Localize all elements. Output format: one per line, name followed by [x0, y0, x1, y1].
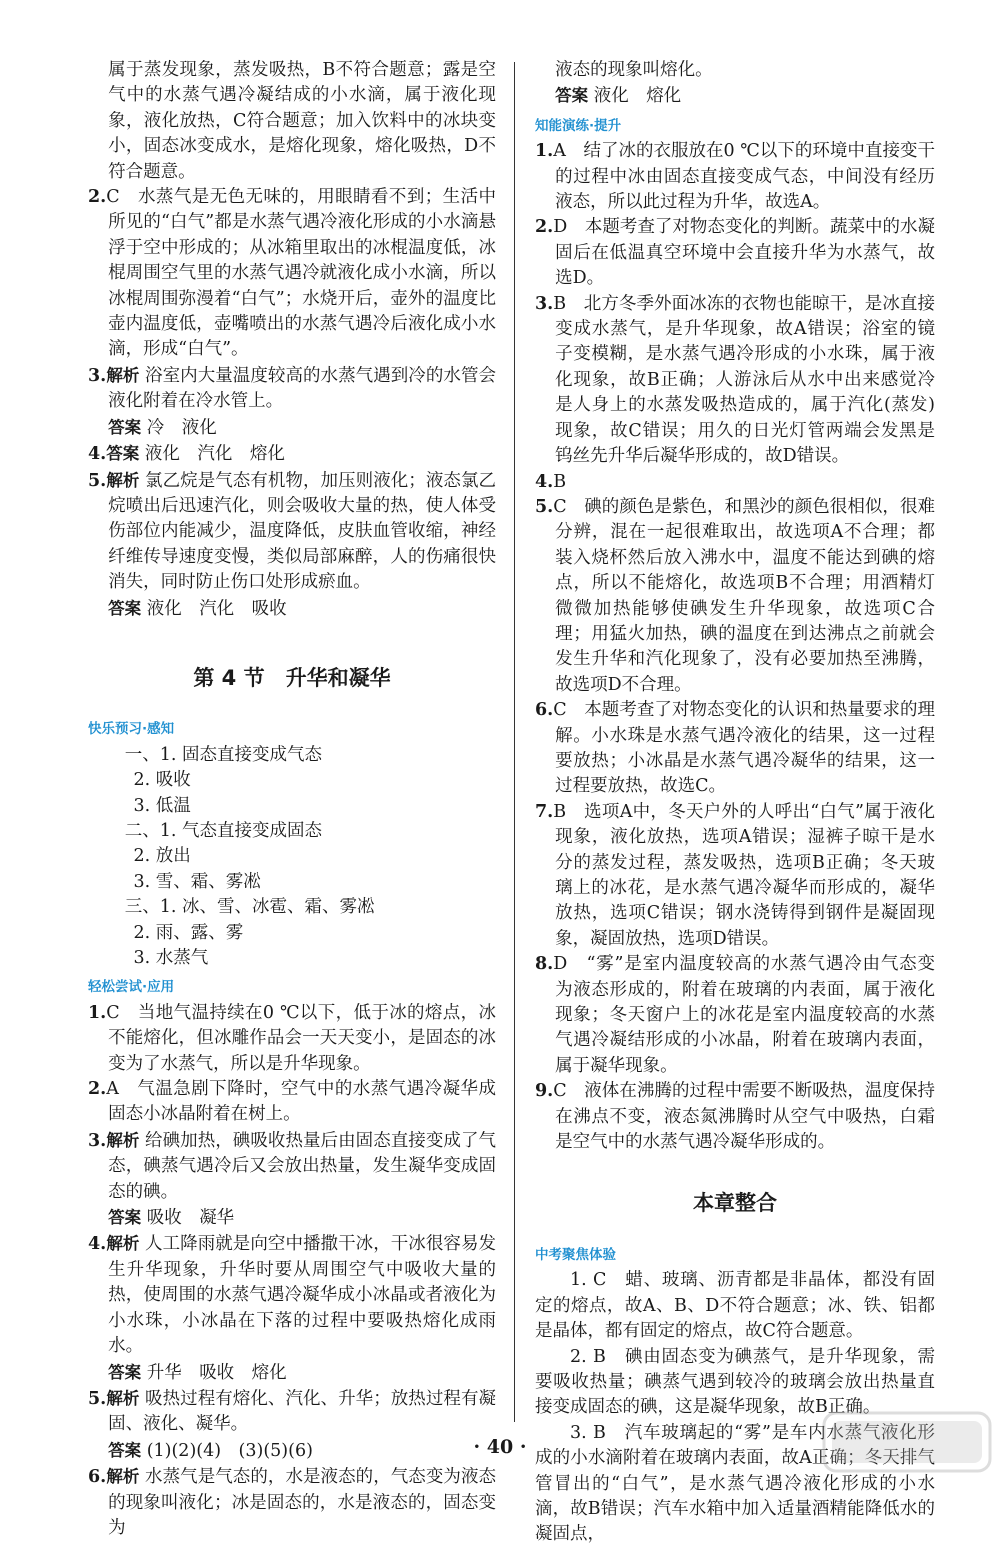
exam-item-3: 3. B 汽车玻璃起的“雾”是车内水蒸气液化形成的小水滴附着在玻璃内表面，故A正确；冬天排气管冒出的“白气”，是水蒸气遇冷液化形成的小水滴，故B错误；汽车水箱中加入适量酒精能降低水的凝固点， — [535, 1422, 935, 1545]
exam-item-2: 2. B 碘由固态变为碘蒸气，是升华现象，需要吸收热量；碘蒸气遇到较冷的玻璃会放出热量直接变成固态的碘，这是凝华现象，故B正确。 — [535, 1346, 935, 1418]
try-item-3: 3.解析 给碘加热，碘吸收热量后由固态直接变成了气态，碘蒸气遇冷后又会放出热量，发生凝华变成固态的碘。 — [88, 1130, 497, 1202]
page-number: · 40 · — [473, 1436, 527, 1458]
section-title: 第 4 节 升华和凝华 — [193, 665, 391, 690]
practice-item-9: 9.C 液体在沸腾的过程中需要不断吸热，温度保持在沸点不变，液态氮沸腾时从空气中吸热，白霜是空气中的水蒸气遇冷凝华形成的。 — [535, 1081, 935, 1153]
answer-line-5: 答案 液化 汽化 吸收 — [108, 598, 287, 619]
try-item-4: 4.解析 人工降雨就是向空中播撒干冰，干冰很容易发生升华现象，升华时要从周围空气中吸收大量的热，使周围的水蒸气遇冷凝华成小冰晶或者液化为小水珠，小冰晶在下落的过程中要吸热熔化成雨水。 — [88, 1234, 497, 1357]
left-column — [88, 58, 496, 1541]
practice-item-4: 4.B — [535, 471, 567, 492]
answer-item-5: 5.解析 氯乙烷是气态有机物，加压则液化；液态氯乙烷喷出后迅速汽化，则会吸收大量的热，使人体受伤部位内能减少，温度降低，皮肤血管收缩，神经纤维传导速度变慢，类似局部麻醉，人的伤痛很快消失，同时防止伤口处形成瘀血。 — [88, 470, 497, 593]
preview-line: 2. 吸收 — [133, 770, 191, 791]
preview-line: 2. 雨、露、雾 — [133, 922, 244, 943]
preview-line: 3. 低温 — [133, 795, 191, 816]
watermark-icon — [822, 1409, 992, 1475]
chapter-summary-title: 本章整合 — [693, 1191, 777, 1216]
preview-line: 一、1. 固态直接变成气态 — [124, 744, 323, 765]
continued-paragraph: 液态的现象叫熔化。 — [555, 60, 713, 80]
continued-paragraph: 属于蒸发现象，蒸发吸热，B不符合题意；露是空气中的水蒸气遇冷凝结成的小水滴，属于液化现象，液化放热，C符合题意；加入饮料中的冰块变小，固态冰变成水，是熔化现象，熔化吸热，D不符合题意。 — [108, 60, 496, 182]
try-item-5: 5.解析 吸热过程有熔化、汽化、升华；放热过程有凝固、液化、凝华。 — [88, 1388, 497, 1435]
exam-item-1: 1. C 蜡、玻璃、沥青都是非晶体，都没有固定的熔点，故A、B、D不符合题意；冰、铁、铝都是晶体，都有固定的熔点，故C符合题意。 — [535, 1270, 935, 1342]
try-item-1: 1.C 当地气温持续在0 ℃以下，低于冰的熔点，冰不能熔化，但冰雕作品会一天天变小，是固态的冰变为了水蒸气，所以是升华现象。 — [88, 1002, 496, 1074]
preview-line: 3. 雪、霜、雾凇 — [133, 871, 261, 892]
column-divider — [514, 62, 515, 1422]
preview-line: 2. 放出 — [133, 846, 191, 867]
practice-item-1: 1.A 结了冰的衣服放在0 ℃以下的环境中直接变干的过程中冰由固态直接变成气态，中间没有经历液态，所以此过程为升华，故选A。 — [535, 141, 935, 213]
watermark-logo — [822, 1409, 992, 1475]
try-answer-4: 答案 升华 吸收 熔化 — [108, 1362, 287, 1383]
preview-line: 三、1. 冰、雪、冰雹、霜、雾凇 — [124, 897, 375, 918]
try-item-2: 2.A 气温急剧下降时，空气中的水蒸气遇冷凝华成固态小冰晶附着在树上。 — [88, 1079, 496, 1125]
answer-line-3: 答案 冷 液化 — [108, 417, 217, 438]
practice-item-2: 2.D 本题考查了对物态变化的判断。蔬菜中的水凝固后在低温真空环境中会直接升华为水蒸气，故选D。 — [535, 217, 935, 289]
section-heading-preview: 快乐预习·感知 — [88, 721, 175, 738]
section-heading-exam: 中考聚焦体验 — [535, 1246, 616, 1263]
preview-line: 二、1. 气态直接变成固态 — [124, 820, 323, 841]
answer-item-3: 3.解析 浴室内大量温度较高的水蒸气遇到冷的水管会液化附着在冷水管上。 — [88, 365, 497, 412]
practice-item-8: 8.D “雾”是室内温度较高的水蒸气遇冷由气态变为液态形成的，附着在玻璃的内表面，属于液化现象；冬天窗户上的冰花是室内温度较高的水蒸气遇冷凝结形成的小冰晶，附着在玻璃内表面，属于凝华现象。 — [535, 954, 935, 1076]
try-answer-3: 答案 吸收 凝华 — [108, 1208, 235, 1229]
section-heading-practice: 知能演练·提升 — [535, 117, 622, 134]
practice-item-5: 5.C 碘的颜色是紫色，和黑沙的颜色很相似，很难分辨，混在一起很难取出，故选项A不合理；都装入烧杯然后放入沸水中，温度不能达到碘的熔点，所以不能熔化，故选项B不合理；用酒精灯微微加热能够使碘发生升华现象，故选项C合理；用猛火加热，碘的温度在到达沸点之前就会发生升华和汽化现象了，没有必要加热至沸腾，故选项D不合理。 — [535, 496, 935, 695]
answer-item-4: 4.答案 液化 汽化 熔化 — [88, 444, 285, 465]
try-item-6: 6.解析 水蒸气是气态的，水是液态的，气态变为液态的现象叫液化；冰是固态的，水是液态的，固态变为 — [88, 1467, 497, 1538]
practice-item-6: 6.C 本题考查了对物态变化的认识和热量要求的理解。小水珠是水蒸气遇冷液化的结果，这一过程要放热；小冰晶是水蒸气遇冷凝华的结果，这一过程要放热，故选C。 — [535, 700, 935, 797]
right-column — [535, 58, 935, 1548]
try-answer-5: 答案 (1)(2)(4) (3)(5)(6) — [108, 1440, 313, 1461]
answer-item-2: 2.C 水蒸气是无色无味的，用眼睛看不到；生活中所见的“白气”都是水蒸气遇冷液化形成的小水滴悬浮于空中形成的；从冰箱里取出的冰棍温度低，冰棍周围空气里的水蒸气遇冷就液化成小水滴，所以冰棍周围弥漫着“白气”；水烧开后，壶外的温度比壶内温度低，壶嘴喷出的水蒸气遇冷后液化成小水滴，形成“白气”。 — [88, 187, 496, 360]
preview-line: 3. 水蒸气 — [133, 948, 209, 968]
practice-item-7: 7.B 选项A中，冬天户外的人呼出“白气”属于液化现象，液化放热，选项A错误；湿裤子晾干是水分的蒸发过程，蒸发吸热，选项B正确；冬天玻璃上的冰花，是水蒸气遇冷凝华而形成的，凝华放热，选项C错误；钢水浇铸得到钢件是凝固现象，凝固放热，选项D错误。 — [535, 801, 935, 949]
section-heading-try: 轻松尝试·应用 — [88, 979, 175, 996]
answer-line-6: 答案 液化 熔化 — [555, 86, 682, 107]
practice-item-3: 3.B 北方冬季外面冰冻的衣物也能晾干，是冰直接变成水蒸气，是升华现象，故A错误；浴室的镜子变模糊，是水蒸气遇冷形成的小水珠，属于液化现象，故B正确；人游泳后从水中出来感觉冷是人身上的水蒸发吸热造成的，属于汽化(蒸发)现象，故C错误；用久的日光灯管两端会发黑是钨丝先升华后凝华形成的，故D错误。 — [535, 293, 935, 467]
